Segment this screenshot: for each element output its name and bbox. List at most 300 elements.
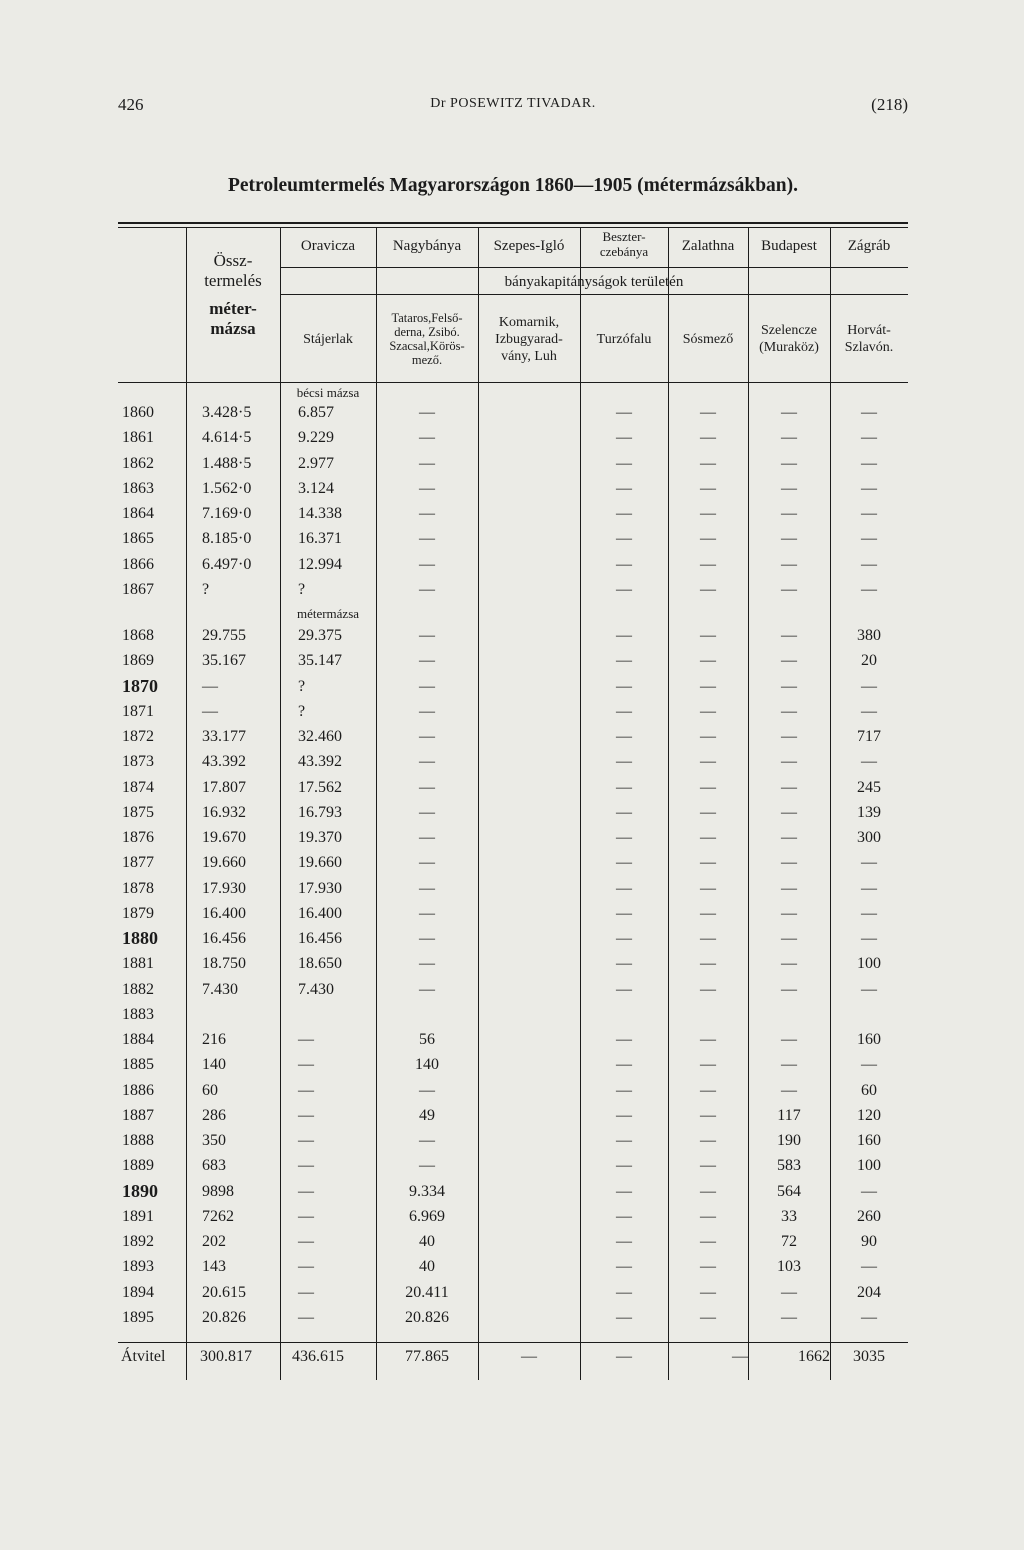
data-cell-c7: 260	[857, 1207, 881, 1225]
data-cell-c1: 17.930	[298, 879, 342, 897]
data-cell-c4: —	[616, 479, 632, 497]
year-cell: 1879	[122, 904, 154, 922]
data-cell-c1: —	[298, 1283, 314, 1301]
data-cell-c6: —	[781, 580, 797, 598]
data-cell-c5: —	[700, 454, 716, 472]
data-cell-c2: —	[419, 505, 435, 522]
data-cell-c6: —	[781, 728, 797, 745]
data-cell-c1: 16.371	[298, 530, 342, 548]
footer-label: Átvitel	[121, 1348, 166, 1365]
data-cell-total: 16.400	[202, 904, 246, 922]
data-cell-total: 3.428·5	[202, 404, 252, 421]
data-cell-c4: —	[616, 728, 632, 745]
data-cell-c5: —	[700, 930, 716, 947]
data-cell-c2: —	[419, 955, 435, 973]
data-cell-c1: 14.338	[298, 505, 342, 522]
data-cell-c4: —	[616, 1308, 632, 1326]
year-cell: 1873	[122, 753, 154, 771]
data-cell-c6: —	[781, 854, 797, 872]
data-cell-total: 9898	[202, 1182, 234, 1200]
data-cell-c6: —	[781, 1056, 797, 1074]
year-cell: 1888	[122, 1132, 154, 1149]
data-cell-c5: —	[700, 505, 716, 522]
data-cell-total: 286	[202, 1106, 226, 1124]
data-cell-c1: —	[298, 1233, 314, 1250]
data-cell-c2: —	[419, 778, 435, 796]
data-cell-c6: —	[781, 454, 797, 472]
year-cell: 1869	[122, 652, 154, 670]
data-cell-c7: —	[861, 580, 877, 598]
data-cell-c2: —	[419, 803, 435, 821]
data-cell-c7: —	[861, 404, 877, 421]
data-cell-c5: —	[700, 1132, 716, 1149]
data-cell-c2: 9.334	[409, 1182, 445, 1200]
data-cell-c4: —	[616, 955, 632, 973]
data-cell-c4: —	[616, 829, 632, 846]
data-cell-c1: 2.977	[298, 454, 334, 472]
data-cell-c7: —	[861, 930, 877, 947]
data-cell-c7: —	[861, 677, 877, 695]
year-cell: 1862	[122, 454, 154, 472]
data-cell-c2: —	[419, 829, 435, 846]
data-cell-c7: —	[861, 454, 877, 472]
data-cell-c2: —	[419, 1081, 435, 1099]
data-cell-c6: —	[781, 955, 797, 973]
data-cell-c5: —	[700, 479, 716, 497]
data-cell-c4: —	[616, 1233, 632, 1250]
table-top-rule	[118, 222, 908, 224]
data-cell-c4: —	[616, 1056, 632, 1074]
data-cell-c2: —	[419, 677, 435, 695]
data-cell-total: 6.497·0	[202, 555, 252, 573]
data-cell-c5: —	[700, 904, 716, 922]
data-cell-c2: —	[419, 429, 435, 447]
data-cell-c4: —	[616, 702, 632, 720]
data-cell-total: 1.562·0	[202, 479, 252, 497]
unit-label-bec: bécsi mázsa	[296, 385, 360, 400]
data-cell-c7: 160	[857, 1132, 881, 1149]
year-cell: 1874	[122, 778, 154, 796]
top-header-4: Beszter- czebánya	[599, 229, 649, 259]
data-cell-c5: —	[700, 677, 716, 695]
year-cell: 1872	[122, 728, 154, 745]
year-cell: 1883	[122, 1005, 154, 1023]
data-cell-total: 140	[202, 1056, 226, 1074]
data-cell-c4: —	[616, 454, 632, 472]
year-cell: 1887	[122, 1106, 154, 1124]
data-cell-c6: —	[781, 1308, 797, 1326]
data-cell-c1: 29.375	[298, 627, 342, 644]
data-cell-c6: —	[781, 479, 797, 497]
data-cell-c7: —	[861, 904, 877, 922]
data-cell-c1: 35.147	[298, 652, 342, 670]
total-header-line: méter-	[209, 299, 257, 318]
footer-c5: —	[616, 1348, 632, 1365]
data-cell-c5: —	[700, 429, 716, 447]
rule-year	[186, 228, 187, 1380]
data-cell-c1: 19.660	[298, 854, 342, 872]
data-cell-c5: —	[700, 1081, 716, 1099]
top-header-3: Szepes-Igló	[493, 238, 565, 254]
data-cell-c5: —	[700, 1283, 716, 1301]
total-header-line: mázsa	[210, 319, 256, 338]
data-cell-c7: 100	[857, 1157, 881, 1175]
data-cell-c2: —	[419, 1132, 435, 1149]
data-cell-c2: —	[419, 728, 435, 745]
data-cell-total: 17.930	[202, 879, 246, 897]
data-cell-c2: —	[419, 753, 435, 771]
data-cell-c5: —	[700, 728, 716, 745]
data-cell-c4: —	[616, 753, 632, 771]
data-cell-c7: 90	[861, 1233, 877, 1250]
data-cell-c5: —	[700, 580, 716, 598]
data-cell-c7: —	[861, 555, 877, 573]
data-cell-c6: —	[781, 930, 797, 947]
data-cell-c7: 60	[861, 1081, 877, 1099]
year-cell: 1867	[122, 580, 154, 598]
data-cell-c5: —	[700, 1157, 716, 1175]
year-cell: 1871	[122, 702, 154, 720]
data-cell-c5: —	[700, 879, 716, 897]
data-cell-c2: —	[419, 404, 435, 421]
data-cell-c6: —	[781, 778, 797, 796]
data-cell-c6: —	[781, 627, 797, 644]
data-cell-c1: 16.456	[298, 930, 342, 947]
year-cell: 1891	[122, 1207, 154, 1225]
top-header-7: Zágráb	[847, 238, 891, 254]
data-cell-c5: —	[700, 778, 716, 796]
data-cell-c2: —	[419, 904, 435, 922]
data-cell-c1: —	[298, 1031, 314, 1048]
data-cell-c1: 17.562	[298, 778, 342, 796]
data-cell-c4: —	[616, 1258, 632, 1276]
data-cell-c2: 20.411	[405, 1283, 449, 1301]
data-cell-total: 143	[202, 1258, 226, 1276]
data-cell-c1: —	[298, 1106, 314, 1124]
year-cell: 1877	[122, 854, 154, 872]
data-cell-c1: 12.994	[298, 555, 342, 573]
year-cell: 1889	[122, 1157, 154, 1175]
sub-header-6: Szelencze (Muraköz)	[759, 323, 819, 355]
span-header: bányakapitányságok területén	[504, 274, 684, 290]
year-cell: 1868	[122, 627, 154, 644]
data-cell-total: 19.660	[202, 854, 246, 872]
data-cell-c6: —	[781, 555, 797, 573]
data-cell-c2: —	[419, 627, 435, 644]
year-cell: 1878	[122, 879, 154, 897]
data-cell-total: 8.185·0	[202, 530, 252, 548]
data-cell-c5: —	[700, 829, 716, 846]
data-cell-c7: 380	[857, 627, 881, 644]
data-cell-c1: ?	[298, 580, 306, 598]
rule-total	[280, 228, 281, 1380]
data-cell-c7: 717	[857, 728, 881, 745]
data-cell-c4: —	[616, 1207, 632, 1225]
year-cell: 1894	[122, 1283, 154, 1301]
production-table	[118, 222, 908, 1380]
data-cell-c7: —	[861, 854, 877, 872]
data-cell-total: 683	[202, 1157, 226, 1175]
data-cell-c2: 40	[419, 1233, 435, 1250]
data-cell-c1: 19.370	[298, 829, 342, 846]
total-header-line: termelés	[204, 271, 262, 290]
data-cell-c5: —	[700, 555, 716, 573]
year-cell: 1865	[122, 530, 154, 548]
data-cell-c2: —	[419, 530, 435, 548]
year-cell: 1881	[122, 955, 154, 973]
footer-c5b: —	[732, 1348, 748, 1365]
data-cell-c2: 40	[419, 1258, 435, 1276]
data-cell-c1: —	[298, 1056, 314, 1074]
data-cell-c1: —	[298, 1207, 314, 1225]
sub-header-1: Stájerlak	[303, 331, 353, 347]
data-cell-c2: 6.969	[409, 1207, 445, 1225]
data-cell-c5: —	[700, 627, 716, 644]
data-cell-c1: —	[298, 1258, 314, 1276]
data-cell-c7: —	[861, 753, 877, 771]
data-cell-c7: 160	[857, 1031, 881, 1048]
data-cell-c5: —	[700, 803, 716, 821]
data-cell-c6: 564	[777, 1182, 801, 1200]
page-number: 426	[118, 95, 144, 114]
data-cell-c6: 583	[777, 1157, 801, 1175]
data-cell-c4: —	[616, 1132, 632, 1149]
data-cell-c4: —	[616, 980, 632, 998]
data-cell-c7: —	[861, 879, 877, 897]
data-cell-c2: —	[419, 454, 435, 472]
data-cell-c5: —	[700, 404, 716, 421]
data-cell-total: 350	[202, 1132, 226, 1149]
year-cell: 1866	[122, 555, 154, 573]
data-cell-c4: —	[616, 505, 632, 522]
data-cell-c6: —	[781, 1081, 797, 1099]
data-cell-c4: —	[616, 803, 632, 821]
page-reference: (218)	[871, 95, 908, 114]
data-cell-c4: —	[616, 627, 632, 644]
table-top-rule-thin	[118, 227, 908, 228]
data-cell-c4: —	[616, 555, 632, 573]
year-cell: 1876	[122, 829, 154, 846]
data-cell-c2: —	[419, 652, 435, 670]
data-cell-c1: —	[298, 1182, 314, 1200]
data-cell-c4: —	[616, 1031, 632, 1048]
data-cell-c6: —	[781, 702, 797, 720]
total-header-line: Össz-	[213, 251, 253, 270]
data-cell-c6: —	[781, 879, 797, 897]
data-cell-c5: —	[700, 955, 716, 973]
year-cell: 1880	[122, 928, 158, 948]
data-cell-c2: 56	[419, 1031, 435, 1048]
data-cell-total: 17.807	[202, 778, 246, 796]
footer-c1: 436.615	[292, 1348, 344, 1365]
data-cell-total: 16.932	[202, 803, 246, 821]
data-cell-total: 35.167	[202, 652, 246, 670]
data-cell-c1: 7.430	[298, 980, 334, 998]
data-cell-c2: —	[419, 1157, 435, 1175]
data-cell-c7: —	[861, 1258, 877, 1276]
year-cell: 1893	[122, 1258, 154, 1276]
data-cell-c2: 49	[419, 1106, 435, 1124]
footer-total: 300.817	[200, 1348, 252, 1365]
year-cell: 1890	[122, 1180, 158, 1201]
data-cell-total: 33.177	[202, 728, 246, 745]
data-cell-c7: 139	[857, 803, 881, 821]
data-cell-c2: 140	[415, 1056, 439, 1074]
data-cell-c1: —	[298, 1132, 314, 1149]
data-cell-c1: 3.124	[298, 479, 334, 497]
data-cell-c5: —	[700, 1031, 716, 1048]
year-cell: 1895	[122, 1308, 154, 1326]
data-cell-total: 60	[202, 1081, 218, 1099]
data-cell-c4: —	[616, 778, 632, 796]
data-cell-c7: —	[861, 429, 877, 447]
data-cell-c6: —	[781, 904, 797, 922]
data-cell-c7: —	[861, 980, 877, 998]
data-cell-c1: 16.400	[298, 904, 342, 922]
data-cell-c5: —	[700, 1308, 716, 1326]
data-cell-c2: —	[419, 879, 435, 897]
rule-c2	[478, 228, 479, 1380]
data-cell-c7: 100	[857, 955, 881, 973]
data-cell-total: ?	[202, 580, 210, 598]
data-cell-c6: —	[781, 829, 797, 846]
data-cell-total: 19.670	[202, 829, 246, 846]
data-cell-c6: —	[781, 1031, 797, 1048]
sub-header-5: Sósmező	[682, 331, 734, 347]
data-cell-c1: ?	[298, 677, 306, 695]
author-name: Dr POSEWITZ TIVADAR.	[430, 96, 596, 111]
data-cell-c7: 20	[861, 652, 877, 670]
data-cell-c2: —	[419, 580, 435, 598]
data-cell-total: 7262	[202, 1207, 234, 1225]
data-cell-c1: —	[298, 1308, 314, 1326]
data-cell-c1: 43.392	[298, 753, 342, 771]
data-cell-c5: —	[700, 530, 716, 548]
data-cell-total: 16.456	[202, 930, 246, 947]
data-cell-c1: 18.650	[298, 955, 342, 973]
data-cell-c7: 204	[857, 1283, 881, 1301]
data-cell-c1: 16.793	[298, 803, 342, 821]
year-cell: 1884	[122, 1031, 154, 1048]
data-cell-c6: 33	[781, 1207, 797, 1225]
data-cell-c2: —	[419, 479, 435, 497]
data-cell-total: 20.826	[202, 1308, 246, 1326]
data-cell-c7: —	[861, 702, 877, 720]
data-cell-c1: —	[298, 1081, 314, 1099]
data-cell-c1: —	[298, 1157, 314, 1175]
top-header-1: Oravicza	[300, 238, 356, 254]
data-cell-c4: —	[616, 1081, 632, 1099]
header-bottom-rule	[118, 382, 908, 383]
footer-c4: —	[521, 1348, 537, 1365]
data-cell-total: 7.430	[202, 980, 238, 998]
data-cell-c1: 6.857	[298, 404, 334, 421]
data-cell-c6: 117	[777, 1106, 801, 1124]
data-cell-c5: —	[700, 1106, 716, 1124]
year-cell: 1886	[122, 1081, 154, 1099]
data-cell-c7: —	[861, 479, 877, 497]
data-cell-c2: —	[419, 555, 435, 573]
data-cell-c5: —	[700, 702, 716, 720]
data-cell-c5: —	[700, 980, 716, 998]
data-cell-total: —	[202, 702, 218, 720]
data-cell-c1: 9.229	[298, 429, 334, 447]
data-cell-c5: —	[700, 1056, 716, 1074]
data-cell-total: 4.614·5	[202, 429, 252, 447]
data-cell-c6: —	[781, 677, 797, 695]
data-cell-total: 216	[202, 1031, 226, 1048]
data-cell-c5: —	[700, 1182, 716, 1200]
data-cell-c7: 120	[857, 1106, 881, 1124]
data-cell-c7: 245	[857, 778, 881, 796]
top-header-6: Budapest	[761, 238, 817, 254]
data-cell-c5: —	[700, 1233, 716, 1250]
sub-header-3: Komarnik, Izbugyarad- vány, Luh	[495, 314, 563, 364]
data-cell-c6: —	[781, 1283, 797, 1301]
sub-header-2: Tataros,Felső- derna, Zsibó. Szacsal,Körös- mező.	[389, 311, 465, 367]
data-cell-c6: 103	[777, 1258, 801, 1276]
data-cell-total: 202	[202, 1233, 226, 1250]
data-cell-c2: —	[419, 854, 435, 872]
sub-header-4: Turzófalu	[596, 331, 652, 347]
data-cell-c5: —	[700, 652, 716, 670]
running-header	[118, 95, 908, 117]
sub-header-7: Horvát- Szlavón.	[844, 323, 894, 355]
header-rule-1	[280, 267, 908, 268]
unit-label-meter: métermázsa	[296, 606, 360, 621]
year-cell: 1885	[122, 1056, 154, 1074]
year-cell: 1882	[122, 980, 154, 998]
data-cell-c4: —	[616, 429, 632, 447]
data-cell-c7: —	[861, 1308, 877, 1326]
data-cell-c6: —	[781, 803, 797, 821]
data-cell-c6: 190	[777, 1132, 801, 1149]
data-cell-c6: —	[781, 980, 797, 998]
data-cell-c7: 300	[857, 829, 881, 846]
data-cell-c5: —	[700, 854, 716, 872]
data-cell-c6: —	[781, 404, 797, 421]
data-cell-c6: 72	[781, 1233, 797, 1250]
header-rule-2	[280, 294, 908, 295]
data-cell-c6: —	[781, 429, 797, 447]
footer-c6: 1662	[798, 1348, 830, 1365]
year-cell: 1860	[122, 404, 154, 421]
data-cell-c5: —	[700, 753, 716, 771]
data-cell-c4: —	[616, 677, 632, 695]
data-cell-total: 1.488·5	[202, 454, 252, 472]
data-cell-c7: —	[861, 505, 877, 522]
year-cell: 1892	[122, 1233, 154, 1250]
top-header-5: Zalathna	[681, 238, 735, 254]
data-cell-total: 7.169·0	[202, 505, 252, 522]
year-cell: 1870	[122, 675, 158, 696]
data-cell-total: 43.392	[202, 753, 246, 771]
data-cell-c4: —	[616, 1182, 632, 1200]
data-cell-c2: —	[419, 930, 435, 947]
data-cell-c7: —	[861, 1182, 877, 1200]
data-cell-c4: —	[616, 530, 632, 548]
data-cell-c6: —	[781, 505, 797, 522]
data-cell-c2: —	[419, 702, 435, 720]
data-cell-c5: —	[700, 1207, 716, 1225]
data-cell-c5: —	[700, 1258, 716, 1276]
data-cell-c4: —	[616, 1283, 632, 1301]
data-cell-total: 18.750	[202, 955, 246, 973]
table-title: Petroleumtermelés Magyarországon 1860—1905 (métermázsákban).	[227, 175, 799, 196]
year-cell: 1863	[122, 479, 154, 497]
data-cell-c4: —	[616, 652, 632, 670]
footer-c2: 77.865	[405, 1348, 449, 1365]
